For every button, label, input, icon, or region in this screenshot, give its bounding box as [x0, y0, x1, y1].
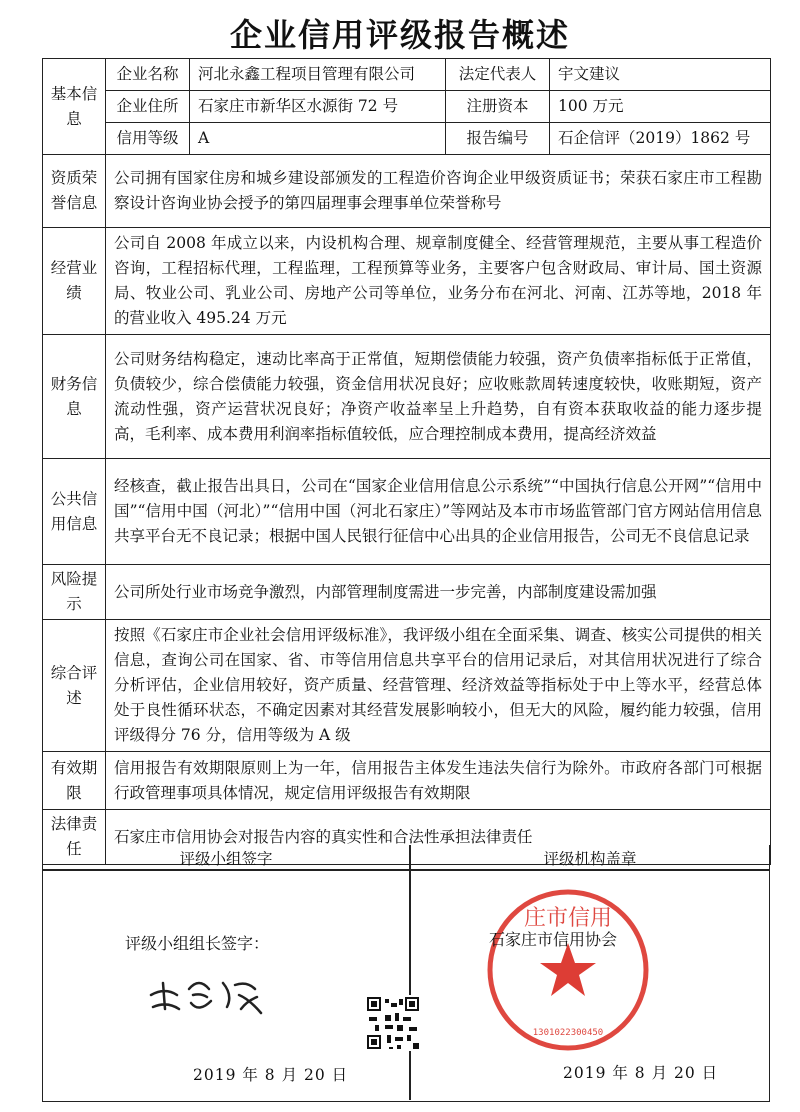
- section-text: 公司所处行业市场竞争激烈，内部管理制度需进一步完善，内部制度建设需加强: [106, 565, 771, 620]
- seal-header: 评级机构盖章: [543, 850, 637, 868]
- section-label: 财务信息: [43, 335, 106, 459]
- leader-signature-label: 评级小组组长签字：: [125, 934, 270, 953]
- section-text: 公司拥有国家住房和城乡建设部颁发的工程造价咨询企业甲级资质证书；荣获石家庄市工程勘察设计咨询业协会授予的第四届理事会理事单位荣誉称号: [106, 155, 771, 228]
- basic-row-grade: [43, 123, 771, 155]
- report-no-value: 石企信评（2019）1862 号: [550, 123, 771, 155]
- official-seal: [483, 885, 653, 1059]
- section-text: 经核查，截止报告出具日，公司在“国家企业信用信息公示系统”“中国执行信息公开网”“信用中国”“信用中国（河北）”“信用中国（河北石家庄）”等网站及本市市场监管部门官方网站信用信息共享平台无不良记录；根据中国人民银行征信中心出具的企业信用报告，公司无不良信息记录: [106, 459, 771, 565]
- section-label: 有效期限: [43, 752, 106, 810]
- company-name-label: 企业名称: [106, 59, 190, 91]
- basic-row-address: [43, 91, 771, 123]
- section-text: 石家庄市信用协会对报告内容的真实性和合法性承担法律责任: [106, 810, 771, 865]
- divider: [409, 845, 411, 1100]
- section-row: [43, 565, 771, 620]
- section-row: [43, 335, 771, 459]
- legal-rep-label: 法定代表人: [446, 59, 550, 91]
- grade-value: A: [190, 123, 446, 155]
- address-label: 企业住所: [106, 91, 190, 123]
- seal-stamp-icon: [483, 885, 653, 1055]
- divider: [43, 869, 769, 871]
- section-text: 按照《石家庄市企业社会信用评级标准》，我评级小组在全面采集、调查、核实公司提供的相关信息，查询公司在国家、省、市等信用信息共享平台的信用记录后，对其信用状况进行了综合分析评估，企业信用较好，资产质量、经营管理、经济效益等指标处于中上等水平，经营总体处于良性循环状态，不确定因素对其经营发展影响较小，但无大的风险，履约能力较强，信用评级得分 76 分，信用等级为 A 级: [106, 620, 771, 752]
- section-label: 公共信用信息: [43, 459, 106, 565]
- svg-text:1301022300450: 1301022300450: [532, 1028, 604, 1038]
- capital-label: 注册资本: [446, 91, 550, 123]
- section-row: [43, 155, 771, 228]
- qr-code-icon: [365, 995, 421, 1055]
- signature-area: [42, 845, 770, 1102]
- date-right: 2019 年 8 月 20 日: [563, 1064, 719, 1082]
- company-name-value: 河北永鑫工程项目管理有限公司: [190, 59, 446, 91]
- group-signature-header: 评级小组签字: [179, 850, 273, 868]
- section-label: 经营业绩: [43, 228, 106, 335]
- address-value: 石家庄市新华区水源街 72 号: [190, 91, 446, 123]
- svg-text:庄市信用: 庄市信用: [523, 906, 613, 931]
- section-row: [43, 228, 771, 335]
- section-text: 信用报告有效期限原则上为一年，信用报告主体发生违法失信行为除外。市政府各部门可根据行政管理事项具体情况，规定信用评级报告有效期限: [106, 752, 771, 810]
- section-label: 风险提示: [43, 565, 106, 620]
- basic-row-name: [43, 59, 771, 91]
- section-label: 资质荣誉信息: [43, 155, 106, 228]
- legal-rep-value: 宇文建议: [550, 59, 771, 91]
- basic-info-label: 基本信息: [43, 59, 106, 155]
- section-text: 公司自 2008 年成立以来，内设机构合理、规章制度健全、经营管理规范，主要从事工程造价咨询，工程招标代理，工程监理，工程预算等业务，主要客户包含财政局、审计局、国土资源局、牧业公司、乳业公司、房地产公司等单位，业务分布在河北、河南、江苏等地，2018 年的营业收入 495.24 万元: [106, 228, 771, 335]
- date-left: 2019 年 8 月 20 日: [193, 1066, 349, 1084]
- report-table: [42, 58, 771, 865]
- section-row: [43, 620, 771, 752]
- grade-label: 信用等级: [106, 123, 190, 155]
- seal-org-name: 石家庄市信用协会: [489, 930, 618, 949]
- section-label: 综合评述: [43, 620, 106, 752]
- page-title: 企业信用评级报告概述: [229, 16, 570, 54]
- leader-signature: [143, 965, 273, 1029]
- report-no-label: 报告编号: [446, 123, 550, 155]
- capital-value: 100 万元: [550, 91, 771, 123]
- section-text: 公司财务结构稳定，速动比率高于正常值，短期偿债能力较强，资产负债率指标低于正常值，负债较少，综合偿债能力较强，资金信用状况良好；应收账款周转速度较快，收账期短，资产流动性强，资产运营状况良好；净资产收益率呈上升趋势，自有资本获取收益的能力逐步提高，毛利率、成本费用利润率指标值较低，应合理控制成本费用，提高经济效益: [106, 335, 771, 459]
- handwritten-signature-icon: [143, 965, 273, 1025]
- section-label: 法律责任: [43, 810, 106, 865]
- section-row: [43, 752, 771, 810]
- section-row: [43, 459, 771, 565]
